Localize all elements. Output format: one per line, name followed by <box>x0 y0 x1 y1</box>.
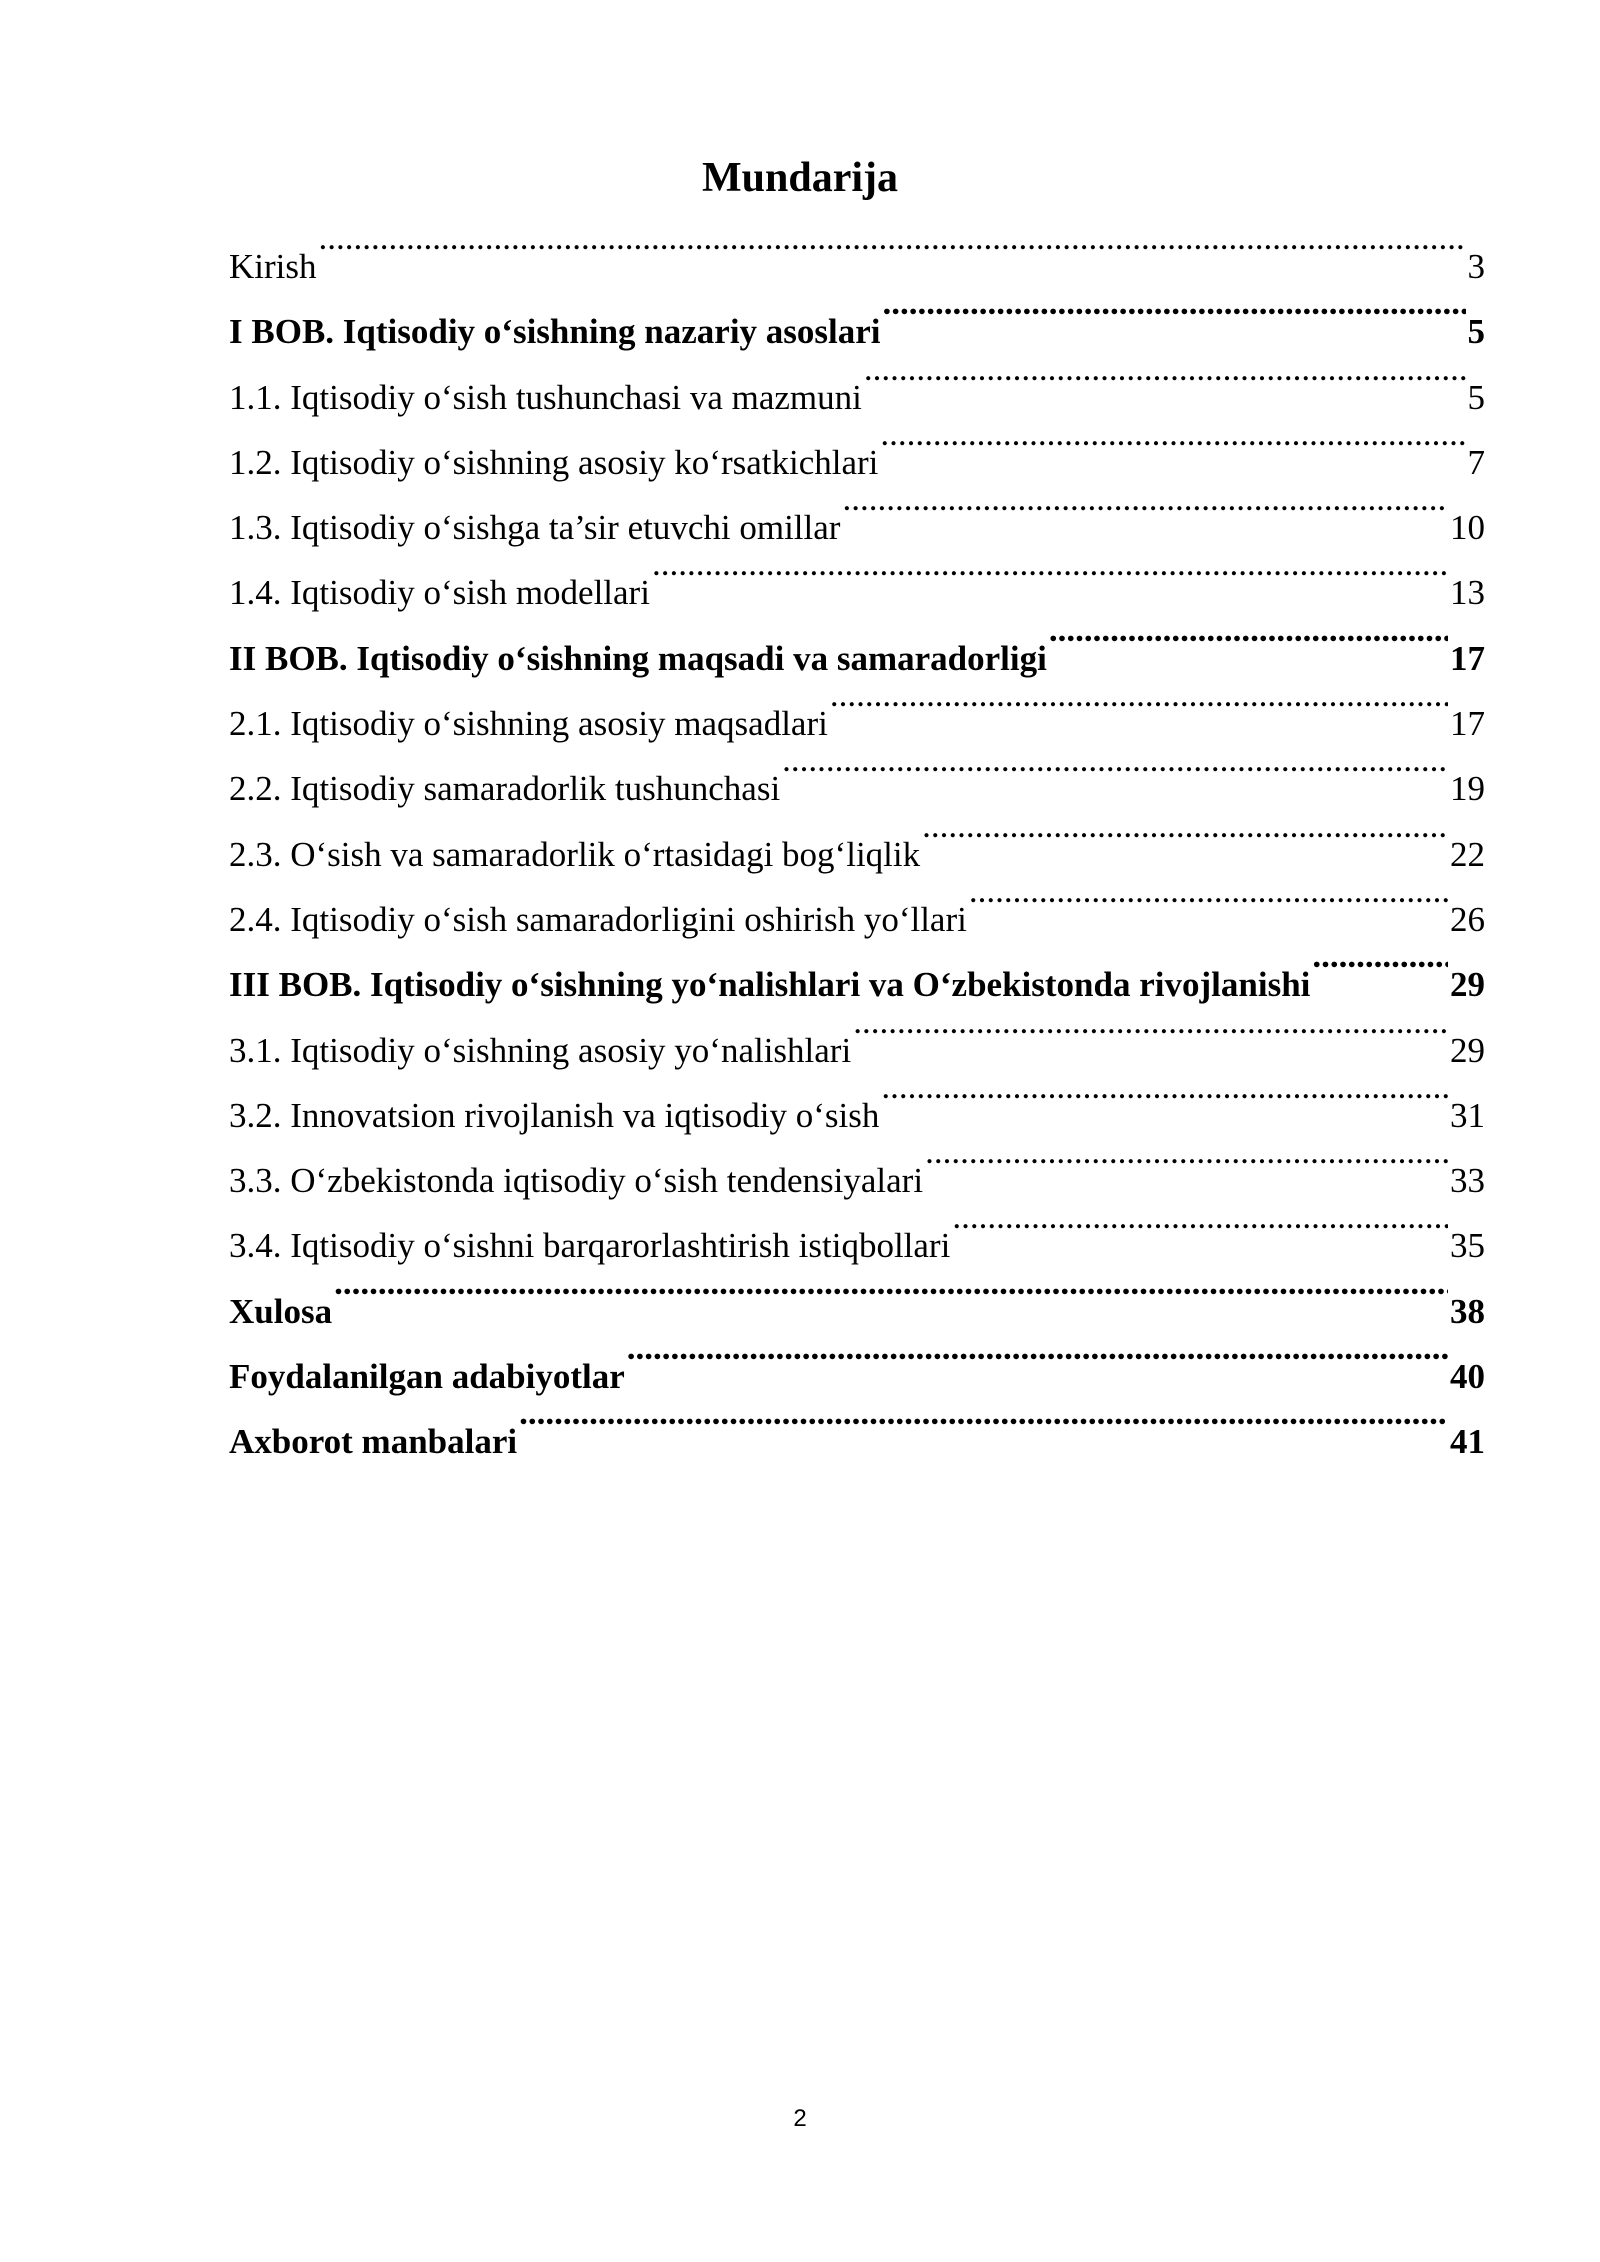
toc-entry[interactable] <box>229 353 1485 418</box>
toc-dot-leader <box>952 1201 1448 1257</box>
toc-entry[interactable] <box>229 483 1485 548</box>
toc-dot-leader <box>880 418 1465 474</box>
toc-entry-label: 1.3. Iqtisodiy o‘sishga ta’sir etuvchi omillar <box>229 508 841 548</box>
toc-entry[interactable] <box>229 1267 1485 1332</box>
toc-entry-label: Foydalanilgan adabiyotlar <box>229 1357 625 1397</box>
toc-dot-leader <box>864 353 1466 409</box>
toc-entry-label: 1.1. Iqtisodiy o‘sish tushunchasi va mazmuni <box>229 377 862 417</box>
toc-entry[interactable] <box>229 1201 1485 1266</box>
toc-entry-label: 3.1. Iqtisodiy o‘sishning asosiy yo‘nalishlari <box>229 1030 852 1070</box>
toc-entry-label: 3.2. Innovatsion rivojlanish va iqtisodiy o‘sish <box>229 1095 880 1135</box>
toc-entry-page: 10 <box>1450 508 1485 548</box>
toc-entry[interactable] <box>229 548 1485 613</box>
toc-entry-page: 5 <box>1467 377 1485 417</box>
toc-dot-leader <box>842 483 1448 539</box>
toc-entry-page: 31 <box>1450 1095 1485 1135</box>
toc-entry-page: 17 <box>1450 704 1485 744</box>
toc-entry-label: 2.4. Iqtisodiy o‘sish samaradorligini oshirish yo‘llari <box>229 899 967 939</box>
toc-entry-page: 7 <box>1467 442 1485 482</box>
toc-entry[interactable] <box>229 614 1485 679</box>
toc-entry-page: 41 <box>1450 1422 1485 1462</box>
toc-dot-leader <box>883 287 1466 343</box>
toc-entry-page: 26 <box>1450 899 1485 939</box>
table-of-contents <box>229 222 1485 1463</box>
toc-dot-leader <box>969 875 1448 931</box>
toc-entry-label: 3.3. O‘zbekistonda iqtisodiy o‘sish tendensiyalari <box>229 1161 924 1201</box>
toc-entry-label: 2.3. O‘sish va samaradorlik o‘rtasidagi bog‘liqlik <box>229 834 921 874</box>
toc-dot-leader <box>853 1006 1448 1062</box>
toc-entry-page: 19 <box>1450 769 1485 809</box>
toc-entry-label: Xulosa <box>229 1291 333 1331</box>
toc-dot-leader <box>334 1267 1448 1323</box>
toc-entry[interactable] <box>229 418 1485 483</box>
toc-entry-page: 3 <box>1467 247 1485 286</box>
toc-entry-page: 40 <box>1450 1357 1485 1397</box>
toc-entry[interactable] <box>229 222 1485 287</box>
toc-entry-page: 29 <box>1450 965 1485 1005</box>
toc-entry-label: I BOB. Iqtisodiy o‘sishning nazariy asoslari <box>229 312 881 352</box>
toc-dot-leader <box>319 222 1466 278</box>
toc-entry-label: 2.1. Iqtisodiy o‘sishning asosiy maqsadlari <box>229 704 828 744</box>
toc-entry[interactable] <box>229 744 1485 809</box>
toc-entry-page: 35 <box>1450 1226 1485 1266</box>
toc-entry[interactable] <box>229 1006 1485 1071</box>
toc-entry-page: 33 <box>1450 1161 1485 1201</box>
toc-entry[interactable] <box>229 1332 1485 1397</box>
toc-entry-page: 17 <box>1450 638 1485 678</box>
toc-entry[interactable] <box>229 1397 1485 1462</box>
toc-dot-leader <box>925 1136 1448 1192</box>
toc-entry[interactable] <box>229 1136 1485 1201</box>
toc-entry-page: 13 <box>1450 573 1485 613</box>
page-number: 2 <box>793 2105 807 2132</box>
toc-dot-leader <box>782 744 1448 800</box>
toc-dot-leader <box>881 1071 1448 1127</box>
toc-entry[interactable] <box>229 679 1485 744</box>
toc-entry[interactable] <box>229 810 1485 875</box>
page-title: Mundarija <box>701 155 898 201</box>
toc-dot-leader <box>922 810 1448 866</box>
toc-dot-leader <box>830 679 1448 735</box>
toc-dot-leader <box>519 1397 1448 1453</box>
toc-entry-label: 2.2. Iqtisodiy samaradorlik tushunchasi <box>229 769 781 809</box>
toc-dot-leader <box>652 548 1448 604</box>
toc-entry-page: 22 <box>1450 834 1485 874</box>
toc-dot-leader <box>627 1332 1448 1388</box>
toc-entry[interactable] <box>229 940 1485 1005</box>
toc-entry[interactable] <box>229 287 1485 352</box>
toc-entry-page: 5 <box>1467 312 1485 352</box>
toc-entry-label: Kirish <box>229 247 317 286</box>
toc-entry-label: 1.4. Iqtisodiy o‘sish modellari <box>229 573 650 613</box>
toc-entry-page: 29 <box>1450 1030 1485 1070</box>
toc-entry-label: 3.4. Iqtisodiy o‘sishni barqarorlashtirish istiqbollari <box>229 1226 951 1266</box>
toc-entry-label: 1.2. Iqtisodiy o‘sishning asosiy ko‘rsatkichlari <box>229 442 879 482</box>
toc-entry-label: III BOB. Iqtisodiy o‘sishning yo‘nalishlari va O‘zbekistonda rivojlanishi <box>229 965 1311 1005</box>
toc-entry[interactable] <box>229 875 1485 940</box>
toc-dot-leader <box>1049 614 1448 670</box>
toc-entry[interactable] <box>229 1071 1485 1136</box>
toc-dot-leader <box>1312 940 1448 996</box>
toc-entry-label: Axborot manbalari <box>229 1422 518 1462</box>
toc-entry-label: II BOB. Iqtisodiy o‘sishning maqsadi va samaradorligi <box>229 638 1047 678</box>
toc-entry-page: 38 <box>1450 1291 1485 1331</box>
